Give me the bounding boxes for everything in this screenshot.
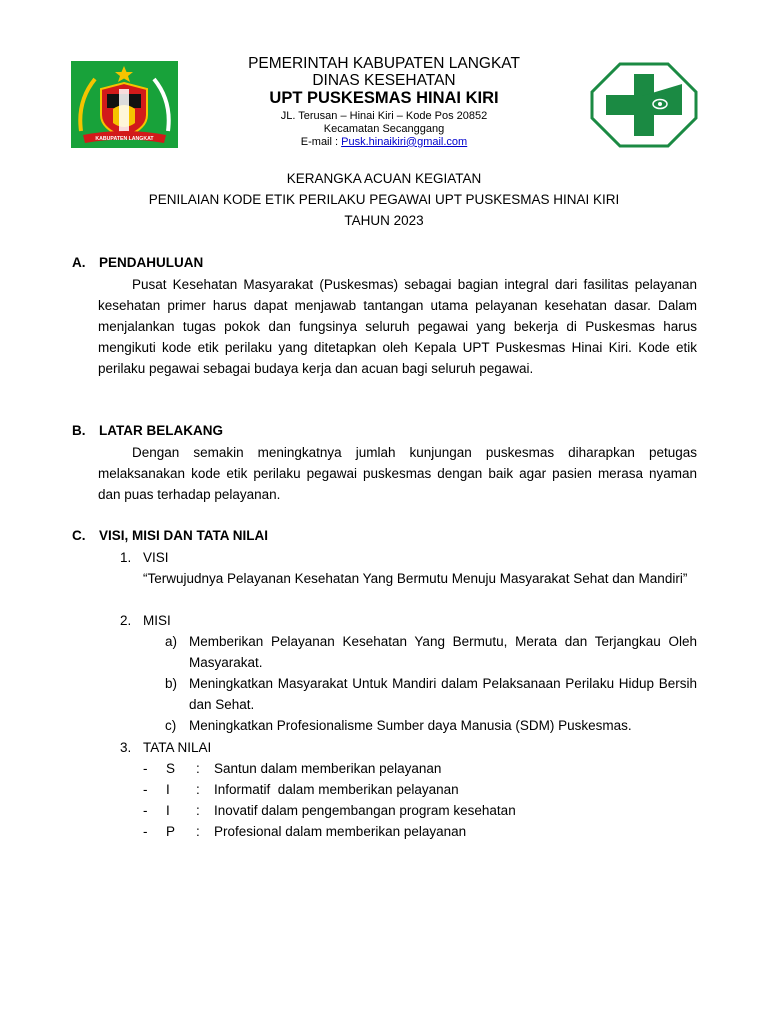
misi-number: 2. bbox=[120, 613, 132, 628]
nilai-text: Informatif dalam memberikan pelayanan bbox=[214, 782, 459, 797]
section-b-heading bbox=[72, 423, 223, 438]
nilai-dash: - bbox=[143, 761, 148, 776]
eye-pupil bbox=[658, 102, 662, 106]
misi-item-text: Meningkatkan Masyarakat Untuk Mandiri dalam Pelaksanaan Perilaku Hidup Bersih dan Sehat. bbox=[189, 676, 697, 712]
letterhead-department: DINAS KESEHATAN bbox=[312, 71, 456, 89]
visi-text: “Terwujudnya Pelayanan Kesehatan Yang Bermutu Menuju Masyarakat Sehat dan Mandiri” bbox=[143, 571, 688, 586]
kabupaten-langkat-emblem bbox=[71, 61, 178, 148]
doc-title-line3: TAHUN 2023 bbox=[344, 213, 424, 228]
misi-item-text: Meningkatkan Profesionalisme Sumber daya Manusia (SDM) Puskesmas. bbox=[189, 718, 632, 733]
puskesmas-cross-logo bbox=[590, 62, 698, 148]
letterhead-address: JL. Terusan – Hinai Kiri – Kode Pos 20852 bbox=[280, 110, 488, 123]
section-c-heading bbox=[72, 528, 268, 543]
nilai-text: Inovatif dalam pengembangan program kesehatan bbox=[214, 803, 516, 818]
letterhead-email-line bbox=[180, 136, 588, 149]
doc-title-line2: PENILAIAN KODE ETIK PERILAKU PEGAWAI UPT PUSKESMAS HINAI KIRI bbox=[148, 192, 620, 207]
email-link[interactable]: Pusk.hinaikiri@gmail.com bbox=[341, 135, 468, 148]
misi-label: MISI bbox=[143, 613, 171, 628]
nilai-colon: : bbox=[196, 782, 200, 797]
section-a-heading bbox=[72, 255, 203, 270]
visi-label: VISI bbox=[143, 550, 169, 565]
nilai-text: Profesional dalam memberikan pelayanan bbox=[214, 824, 467, 839]
nilai-colon: : bbox=[196, 761, 200, 776]
misi-item-text: Memberikan Pelayanan Kesehatan Yang Bermutu, Merata dan Terjangkau Oleh Masyarakat. bbox=[189, 634, 697, 670]
nilai-dash: - bbox=[143, 824, 148, 839]
section-c-letter: C. bbox=[72, 528, 86, 543]
nilai-colon: : bbox=[196, 824, 200, 839]
nilai-colon: : bbox=[196, 803, 200, 818]
section-b-body: Dengan semakin meningkatnya jumlah kunjungan puskesmas diharapkan petugas melaksanakan kode etik perilaku pegawai puskesmas dengan baik agar pasien merasa nyaman dan puas terhadap pelayanan. bbox=[98, 445, 697, 502]
section-a-title: PENDAHULUAN bbox=[99, 255, 204, 270]
nilai-letter: I bbox=[166, 803, 170, 818]
misi-item-marker: b) bbox=[165, 676, 178, 691]
nilai-dash: - bbox=[143, 803, 148, 818]
section-b-letter: B. bbox=[72, 423, 86, 438]
email-label: E-mail : bbox=[300, 135, 342, 148]
emblem-ribbon-text: KABUPATEN LANGKAT bbox=[95, 136, 154, 142]
section-a-body: Pusat Kesehatan Masyarakat (Puskesmas) sebagai bagian integral dari fasilitas pelayanan kesehatan primer harus dapat menjawab tantangan utama pelayanan kesehatan dasar. Dalam menjalankan tugas pokok dan fungsinya seluruh pegawai yang bekerja di Puskesmas harus mengikuti kode etik perilaku yang ditetapkan oleh Kepala UPT Puskesmas Hinai Kiri. Kode etik perilaku pegawai sebagai budaya kerja dan acuan bagi seluruh pegawai. bbox=[98, 277, 697, 376]
nilai-text: Santun dalam memberikan pelayanan bbox=[214, 761, 442, 776]
nilai-number: 3. bbox=[120, 740, 132, 755]
misi-item-marker: c) bbox=[165, 718, 177, 733]
nilai-letter: I bbox=[166, 782, 170, 797]
doc-title-line1: KERANGKA ACUAN KEGIATAN bbox=[286, 171, 482, 186]
nilai-letter: P bbox=[166, 824, 176, 839]
nilai-label: TATA NILAI bbox=[143, 740, 212, 755]
nilai-letter: S bbox=[166, 761, 176, 776]
section-b-title: LATAR BELAKANG bbox=[99, 423, 223, 438]
section-a-letter: A. bbox=[72, 255, 86, 270]
letterhead-government: PEMERINTAH KABUPATEN LANGKAT bbox=[248, 55, 520, 72]
letterhead-district: Kecamatan Secanggang bbox=[323, 122, 445, 135]
misi-item-marker: a) bbox=[165, 634, 178, 649]
section-c-title: VISI, MISI DAN TATA NILAI bbox=[99, 528, 268, 543]
nilai-dash: - bbox=[143, 782, 148, 797]
letterhead-institution: UPT PUSKESMAS HINAI KIRI bbox=[269, 89, 499, 108]
emblem-pillar bbox=[119, 89, 129, 133]
visi-number: 1. bbox=[120, 550, 132, 565]
letterhead bbox=[180, 56, 588, 148]
